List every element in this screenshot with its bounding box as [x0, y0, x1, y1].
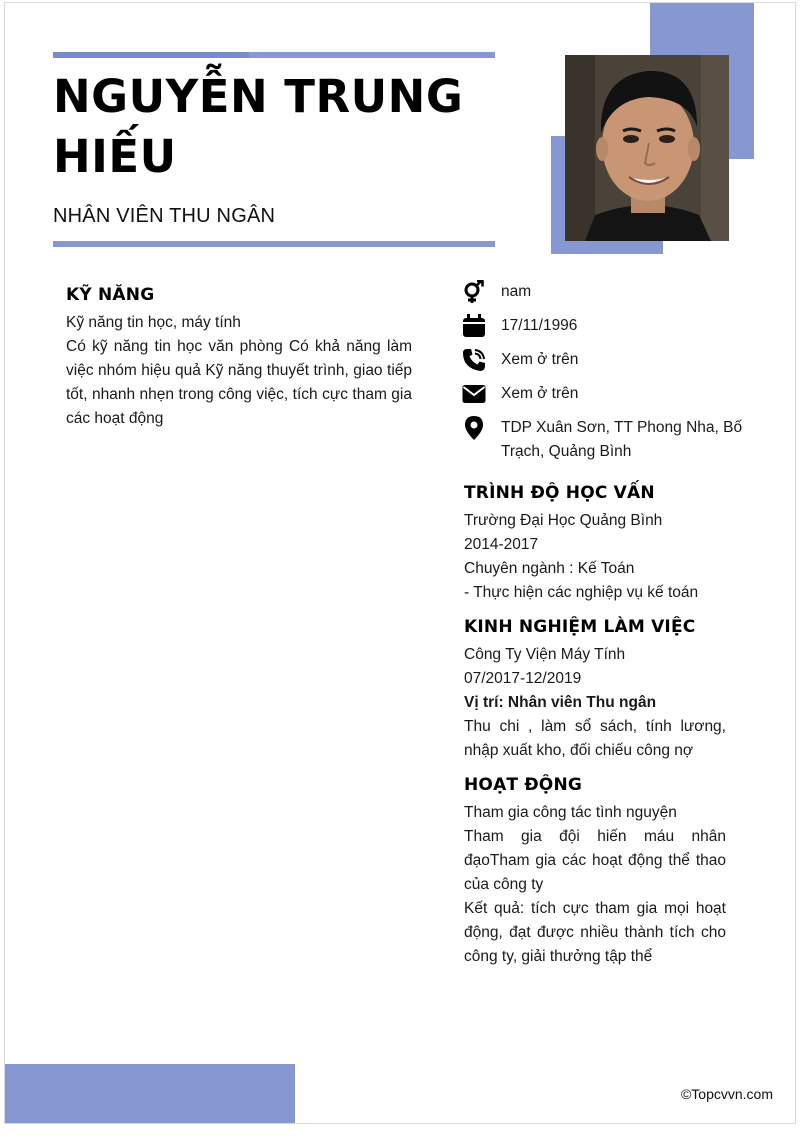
- phone-icon: [461, 347, 487, 373]
- right-column: [464, 483, 726, 981]
- experience-company: Công Ty Viện Máy Tính: [464, 646, 626, 663]
- contact-list: [461, 279, 751, 472]
- education-section: [464, 483, 726, 605]
- experience-period: 07/2017-12/2019: [464, 670, 582, 687]
- profile-photo: [565, 55, 729, 241]
- phone-value: Xem ở trên: [501, 351, 579, 368]
- skills-line: Kỹ năng tin học, máy tính: [66, 314, 241, 331]
- name-line-2: HIẾU: [53, 130, 177, 183]
- education-title: TRÌNH ĐỘ HỌC VẤN: [464, 483, 655, 503]
- birthday-value: 17/11/1996: [501, 317, 578, 334]
- education-note: - Thực hiện các nghiệp vụ kế toán: [464, 584, 699, 601]
- envelope-icon: [461, 381, 487, 407]
- gender-icon: [461, 279, 487, 305]
- header-bottom-bar: [53, 241, 495, 247]
- activities-line-2: Tham gia đội hiến máu nhân đạoTham gia các hoạt động thể thao của công ty: [464, 828, 726, 893]
- activities-line-3: Kết quả: tích cực tham gia mọi hoạt động, đạt được nhiều thành tích cho công ty, giải thưởng tập thể: [464, 900, 726, 965]
- calendar-icon: [461, 313, 487, 339]
- cv-page: [4, 2, 796, 1124]
- activities-title: HOẠT ĐỘNG: [464, 775, 583, 795]
- skills-title: KỸ NĂNG: [66, 285, 155, 305]
- activities-line-1: Tham gia công tác tình nguyện: [464, 804, 677, 821]
- education-school: Trường Đại Học Quảng Bình: [464, 512, 663, 529]
- education-major: Chuyên ngành : Kế Toán: [464, 560, 635, 577]
- activities-section: [464, 775, 726, 969]
- address-value: TDP Xuân Sơn, TT Phong Nha, Bố Trạch, Quảng Bình: [501, 419, 743, 460]
- contact-email: [461, 381, 751, 407]
- gender-value: nam: [501, 283, 532, 300]
- experience-position: Vị trí: Nhân viên Thu ngân: [464, 694, 657, 711]
- candidate-name: [53, 67, 493, 187]
- accent-block-bottom-left: [5, 1064, 295, 1124]
- job-title: NHÂN VIÊN THU NGÂN: [53, 205, 276, 227]
- copyright-footer: ©Topcvvn.com: [680, 1086, 773, 1102]
- skills-section: [66, 285, 412, 431]
- header-top-bar: [53, 52, 495, 58]
- experience-section: [464, 617, 726, 763]
- email-value: Xem ở trên: [501, 385, 579, 402]
- name-line-1: NGUYỄN TRUNG: [53, 70, 464, 123]
- education-period: 2014-2017: [464, 536, 539, 553]
- contact-phone: [461, 347, 751, 373]
- contact-gender: [461, 279, 751, 305]
- contact-address: [461, 415, 751, 464]
- contact-birthday: [461, 313, 751, 339]
- experience-title: KINH NGHIỆM LÀM VIỆC: [464, 617, 696, 637]
- location-pin-icon: [461, 415, 487, 441]
- experience-description: Thu chi , làm sổ sách, tính lương, nhập xuất kho, đối chiếu công nợ: [464, 718, 726, 759]
- skills-paragraph: Có kỹ năng tin học văn phòng Có khả năng làm việc nhóm hiệu quả Kỹ năng thuyết trình, giao tiếp tốt, nhanh nhẹn trong công việc, tích cực tham gia các hoạt động: [66, 338, 412, 427]
